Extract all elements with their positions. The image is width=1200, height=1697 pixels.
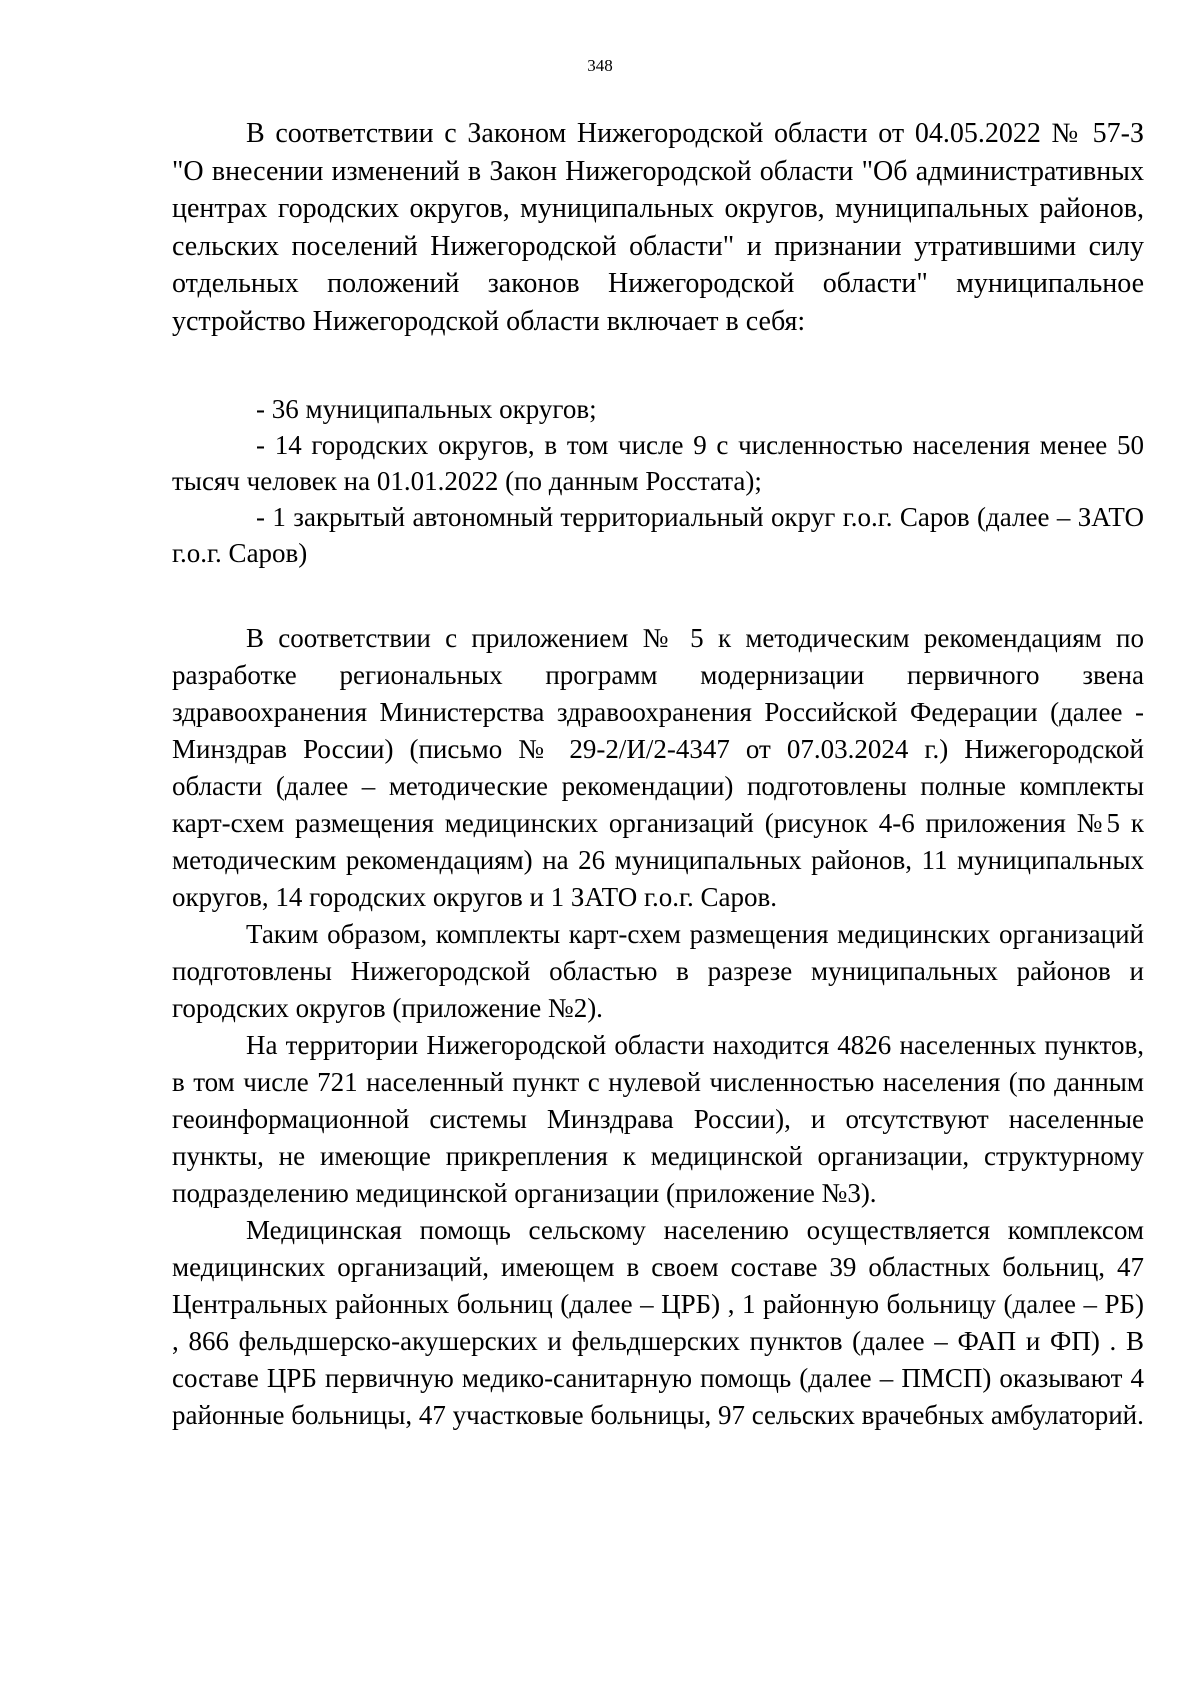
main-section <box>172 620 1144 1434</box>
list-item: - 1 закрытый автономный территориальный округ г.о.г. Саров (далее – ЗАТО г.о.г. Саров) <box>172 502 1144 568</box>
paragraph-map-sets: Таким образом, комплекты карт-схем размещения медицинских организаций подготовлены Нижегородской областью в разрезе муниципальных районов и городских округов (приложение №2). <box>172 919 1144 1023</box>
paragraph-map-schemes: В соответствии с приложением № 5 к методическим рекомендациям по разработке региональных программ модернизации первичного звена здравоохранения Министерства здравоохранения Российской Федерации (далее - Минздрав России) (письмо № 29-2/И/2-4347 от 07.03.2024 г.) Нижегородской области (далее – методические рекомендации) подготовлены полные комплекты карт-схем размещения медицинских организаций (рисунок 4-6 приложения №5 к методическим рекомендациям) на 26 муниципальных районов, 11 муниципальных округов, 14 городских округов и 1 ЗАТО г.о.г. Саров. <box>172 623 1144 912</box>
paragraph-rural-care: Медицинская помощь сельскому населению осуществляется комплексом медицинских организаций, имеющем в своем составе 39 областных больниц, 47 Центральных районных больниц (далее – ЦРБ) , 1 районную больницу (далее – РБ) , 866 фельдшерско-акушерских и фельдшерских пунктов (далее – ФАП и ФП) . В составе ЦРБ первичную медико-санитарную помощь (далее – ПМСП) оказывают 4 районные больницы, 47 участковые больницы, 97 сельских врачебных амбулаторий. <box>172 1215 1144 1430</box>
list-item: - 14 городских округов, в том числе 9 с численностью населения менее 50 тысяч человек на 01.01.2022 (по данным Росстата); <box>172 430 1144 496</box>
paragraph-municipal-structure: В соответствии с Законом Нижегородской области от 04.05.2022 № 57-З "О внесении изменений в Закон Нижегородской области "Об административных центрах городских округов, муниципальных округов, муниципальных районов, сельских поселений Нижегородской области" и признании утратившими силу отдельных положений законов Нижегородской области" муниципальное устройство Нижегородской области включает в себя: <box>172 118 1144 337</box>
page-number: 348 <box>587 56 613 75</box>
intro-section <box>172 115 1144 340</box>
list-item: - 36 муниципальных округов; <box>256 394 597 424</box>
paragraph-settlements: На территории Нижегородской области находится 4826 населенных пунктов, в том числе 721 населенный пункт с нулевой численностью населения (по данным геоинформационной системы Минздрава России), и отсутствуют населенные пункты, не имеющие прикрепления к медицинской организации, структурному подразделению медицинской организации (приложение №3). <box>172 1030 1144 1208</box>
municipal-list <box>172 391 1144 571</box>
